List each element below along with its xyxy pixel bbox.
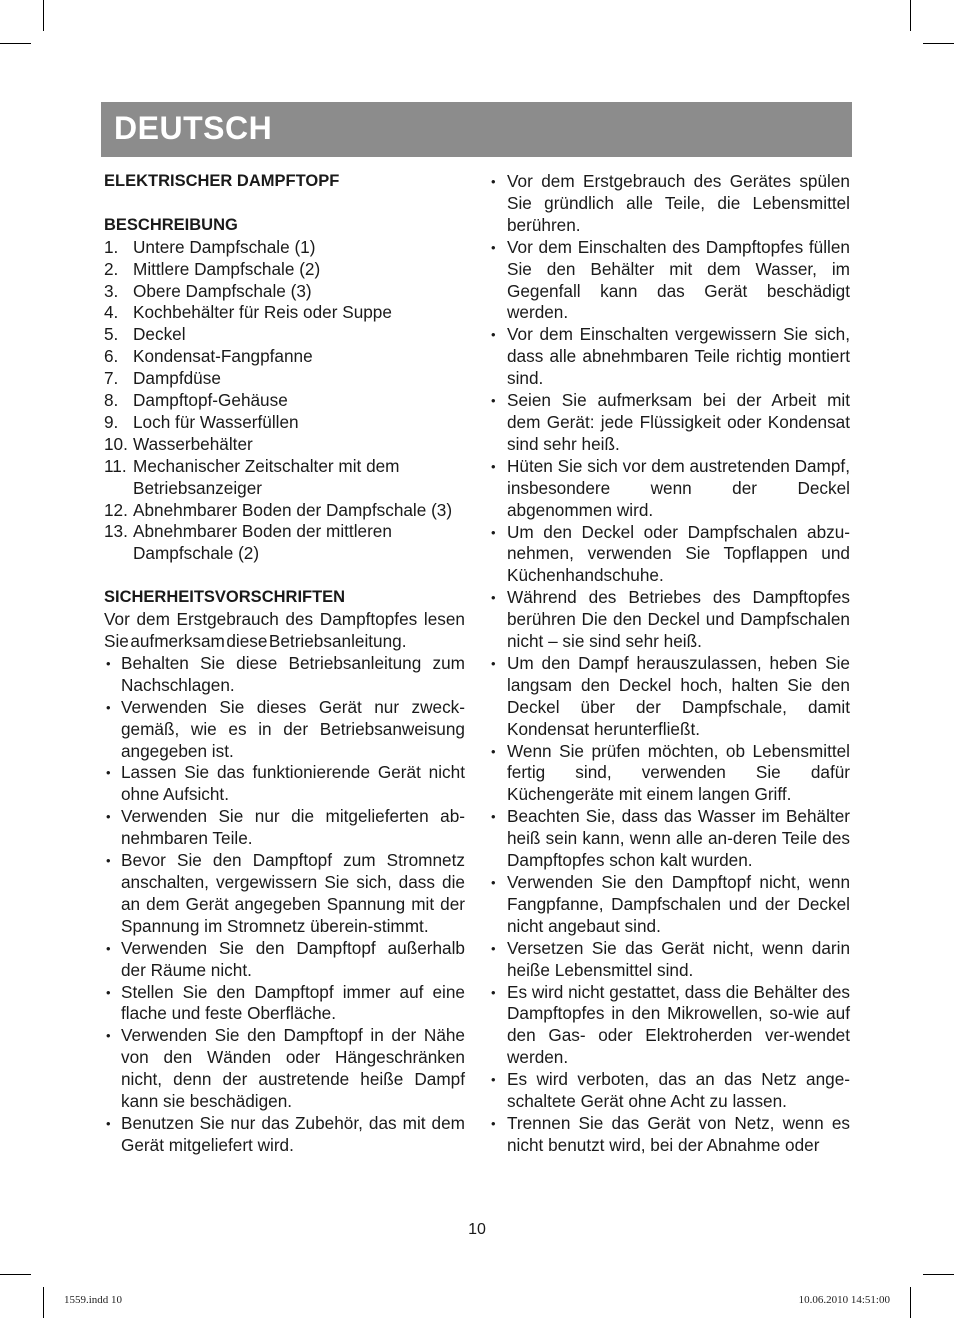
description-item (104, 368, 465, 390)
item-number: 6. (104, 346, 119, 367)
description-item (104, 456, 465, 500)
item-number: 8. (104, 390, 119, 411)
item-text: Kondensat-Fangpfanne (133, 346, 313, 367)
item-number: 1. (104, 236, 119, 257)
item-number: 12. (104, 499, 128, 520)
safety-bullet: • Trennen Sie das Gerät von Netz, wenn es nicht benutzt wird, bei der Abnahme oder (489, 1113, 850, 1157)
crop-mark (0, 43, 31, 44)
item-text: Obere Dampfschale (3) (133, 280, 312, 301)
item-text: Abnehmbarer Boden der mittleren Dampfschale (2) (133, 521, 392, 564)
description-item (104, 324, 465, 346)
item-text: Deckel (133, 324, 186, 345)
description-heading: BESCHREIBUNG (104, 215, 238, 234)
item-number: 4. (104, 302, 119, 323)
description-item (104, 237, 465, 259)
safety-bullet: • Stellen Sie den Dampftopf immer auf eine flache und feste Oberfläche. (104, 982, 465, 1026)
description-item (104, 281, 465, 303)
item-text: Dampftopf-Gehäuse (133, 390, 288, 411)
safety-bullet: • Behalten Sie diese Betriebsanleitung zum Nachschlagen. (104, 653, 465, 697)
item-text: Mechanischer Zeitschalter mit dem Betriebsanzeiger (133, 455, 400, 498)
safety-bullet: • Versetzen Sie das Gerät nicht, wenn darin heiße Lebensmittel sind. (489, 938, 850, 982)
safety-bullet: • Verwenden Sie nur die mitgelieferten ab-nehmbaren Teile. (104, 806, 465, 850)
safety-bullet: • Verwenden Sie dieses Gerät nur zweck-gemäß, wie es in der Betriebsanweisung angegeben ist. (104, 697, 465, 763)
safety-bullet: • Verwenden Sie den Dampftopf nicht, wenn Fangpfanne, Dampfschalen und der Deckel nicht angebaut sind. (489, 872, 850, 938)
item-number: 2. (104, 258, 119, 279)
item-number: 3. (104, 280, 119, 301)
safety-bullet: • Seien Sie aufmerksam bei der Arbeit mit dem Gerät: jede Flüssigkeit oder Kondensat sind sehr heiß. (489, 390, 850, 456)
safety-intro: Vor dem Erstgebrauch des Dampftopfes lesen Sie aufmerksam diese Betriebsanleitung. (104, 609, 465, 651)
crop-mark (910, 1287, 911, 1318)
item-number: 9. (104, 411, 119, 432)
safety-bullet: • Es wird verboten, das an das Netz ange-schaltete Gerät ohne Acht zu lassen. (489, 1069, 850, 1113)
safety-heading: SICHERHEITSVORSCHRIFTEN (104, 588, 346, 607)
item-text: Abnehmbarer Boden der Dampfschale (3) (133, 499, 453, 520)
item-text: Untere Dampfschale (1) (133, 236, 316, 257)
safety-bullet: • Vor dem Einschalten des Dampftopfes füllen Sie den Behälter mit dem Wasser, im Gegenfall kann das Gerät beschädigt werden. (489, 237, 850, 325)
item-text: Loch für Wasserfüllen (133, 411, 299, 432)
crop-mark (43, 1287, 44, 1318)
crop-mark (0, 1274, 31, 1275)
description-item (104, 521, 465, 565)
safety-bullets-right (489, 171, 850, 1157)
file-slug: 1559.indd 10 (64, 1294, 123, 1306)
item-text: Wasserbehälter (133, 433, 253, 454)
page-number: 10 (468, 1221, 486, 1238)
safety-bullet: • Vor dem Einschalten vergewissern Sie sich, dass alle abnehmbaren Teile richtig montiert sind. (489, 324, 850, 390)
language-header-bar (101, 102, 852, 157)
language-title: DEUTSCH (114, 110, 273, 146)
safety-bullet: • Um den Dampf herauszulassen, heben Sie langsam den Deckel hoch, halten Sie den Deckel über der Dampfschale, damit Kondensat herunterfließt. (489, 653, 850, 741)
item-number: 5. (104, 324, 119, 345)
description-item (104, 390, 465, 412)
item-number: 11. (104, 455, 127, 476)
crop-mark (923, 1274, 954, 1275)
date-slug: 10.06.2010 14:51:00 (798, 1294, 890, 1306)
item-number: 10. (104, 433, 128, 454)
description-item (104, 346, 465, 368)
left-column (104, 171, 465, 1157)
safety-bullet: • Beachten Sie, dass das Wasser im Behälter heiß sein kann, wenn alle an-deren Teile des Dampftopfes schon kalt wurden. (489, 806, 850, 872)
description-list (104, 237, 465, 566)
crop-mark (43, 0, 44, 31)
item-text: Dampfdüse (133, 368, 221, 389)
crop-mark (910, 0, 911, 31)
safety-bullet: • Um den Deckel oder Dampfschalen abzu-nehmen, verwenden Sie Topflappen und Küchenhandschuhe. (489, 522, 850, 588)
safety-bullet: • Hüten Sie sich vor dem austretenden Dampf, insbesondere wenn der Deckel abgenommen wird. (489, 456, 850, 522)
safety-bullet: • Vor dem Erstgebrauch des Gerätes spülen Sie gründlich alle Teile, die Lebensmittel berühren. (489, 171, 850, 237)
description-item (104, 259, 465, 281)
safety-bullet: • Verwenden Sie den Dampftopf in der Nähe von den Wänden oder Hängeschränken nicht, denn der austretende heiße Dampf kann sie beschädigen. (104, 1025, 465, 1113)
safety-bullet: • Bevor Sie den Dampftopf zum Stromnetz anschalten, vergewissern Sie sich, dass die an dem Gerät angegeben Spannung mit der Spannung im Stromnetz überein-stimmt. (104, 850, 465, 938)
description-item (104, 434, 465, 456)
right-column (489, 171, 850, 1157)
description-item (104, 500, 465, 522)
item-number: 13. (104, 521, 128, 542)
description-item (104, 302, 465, 324)
item-number: 7. (104, 368, 119, 389)
item-text: Kochbehälter für Reis oder Suppe (133, 302, 392, 323)
safety-bullets-left (104, 653, 465, 1157)
safety-bullet: • Wenn Sie prüfen möchten, ob Lebensmittel fertig sind, verwenden Sie dafür Küchengeräte mit einem langen Griff. (489, 741, 850, 807)
safety-bullet: • Benutzen Sie nur das Zubehör, das mit dem Gerät mitgeliefert wird. (104, 1113, 465, 1157)
safety-bullet: • Während des Betriebes des Dampftopfes berühren Die den Deckel und Dampfschalen nicht – sie sind sehr heiß. (489, 587, 850, 653)
crop-mark (923, 43, 954, 44)
description-item (104, 412, 465, 434)
safety-bullet: • Es wird nicht gestattet, dass die Behälter des Dampftopfes in den Mikrowellen, so-wie auf den Gas- oder Elektroherden ver-wendet werden. (489, 982, 850, 1070)
safety-bullet: • Verwenden Sie den Dampftopf außerhalb der Räume nicht. (104, 938, 465, 982)
safety-bullet: • Lassen Sie das funktionierende Gerät nicht ohne Aufsicht. (104, 762, 465, 806)
item-text: Mittlere Dampfschale (2) (133, 258, 321, 279)
product-title: ELEKTRISCHER DAMPFTOPF (104, 172, 340, 190)
